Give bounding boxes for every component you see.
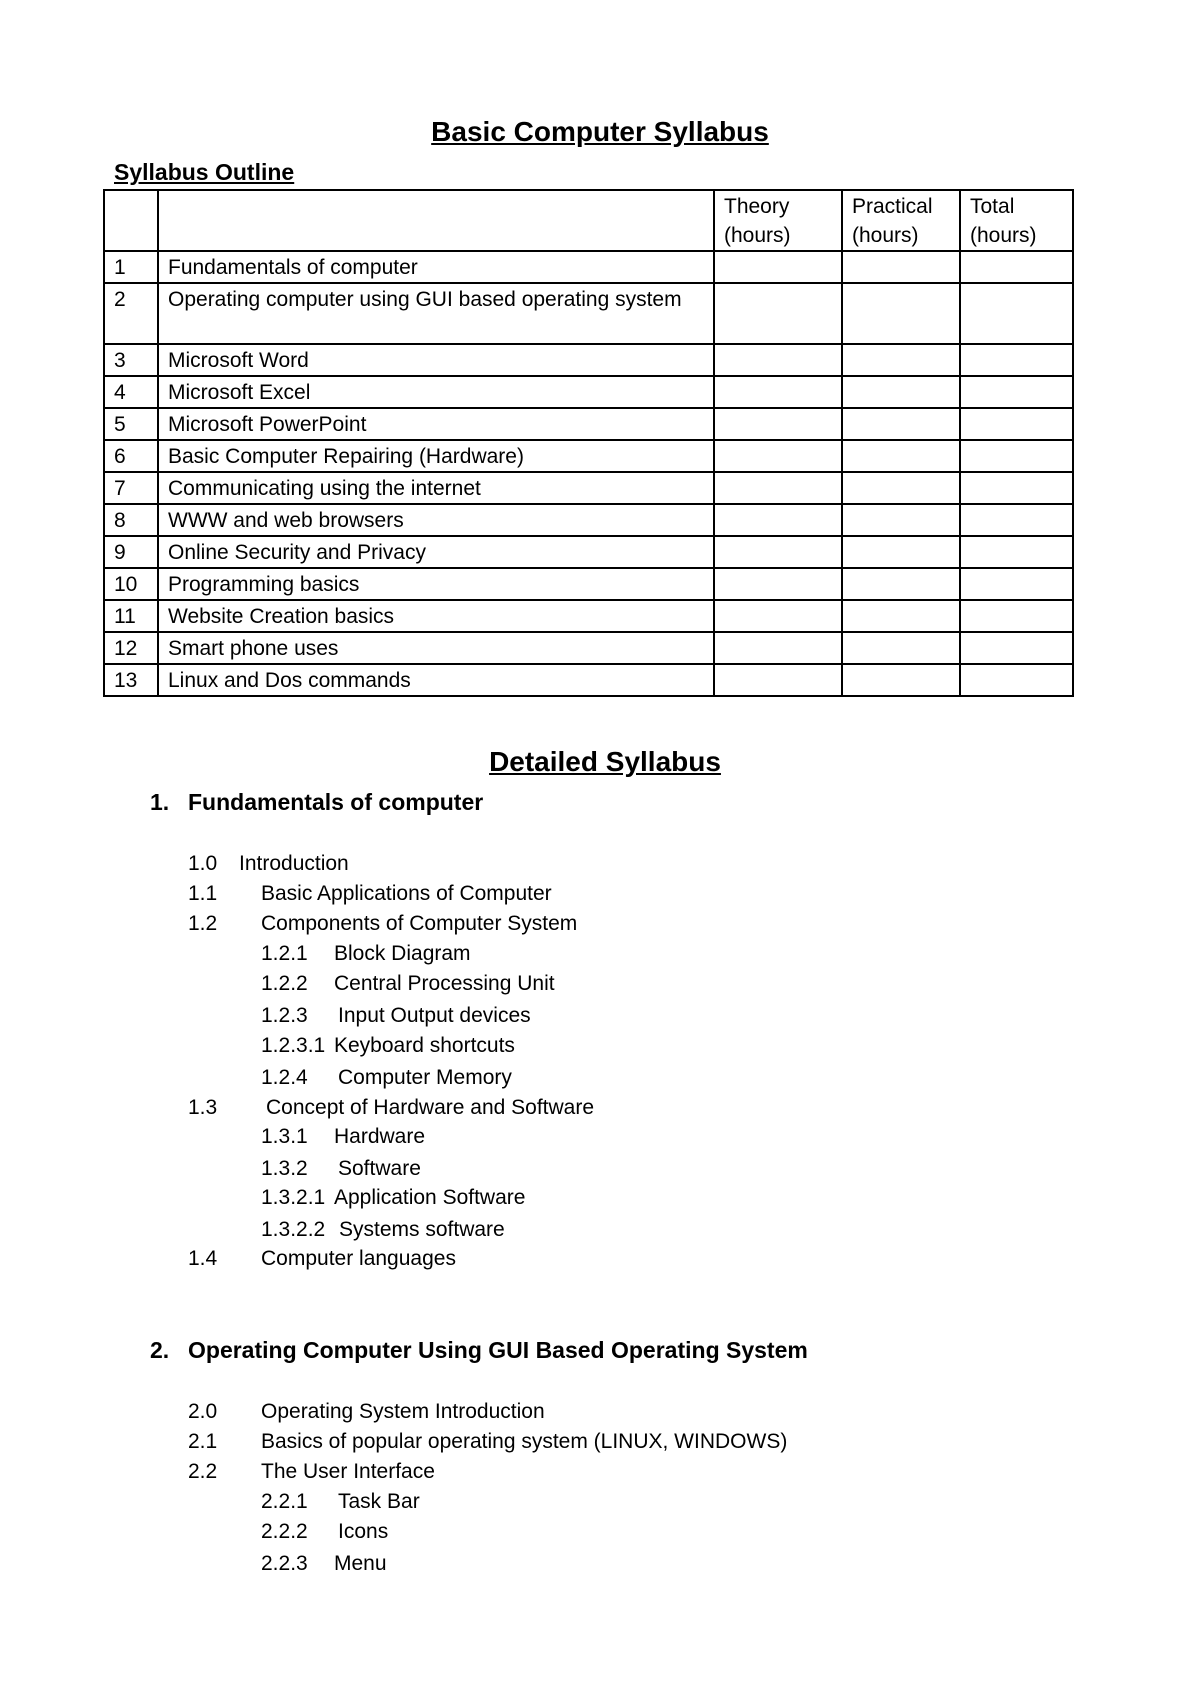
syllabus-outline-table: [103, 189, 1074, 697]
table-row: [104, 408, 1073, 440]
row-theory: [714, 344, 842, 376]
header-cell-number: [104, 190, 158, 251]
row-topic: Online Security and Privacy: [158, 536, 714, 568]
row-practical: [842, 283, 960, 344]
row-total: [960, 376, 1073, 408]
section-heading: [150, 1337, 808, 1364]
section-title: Fundamentals of computer: [188, 789, 484, 815]
row-number: 6: [104, 440, 158, 472]
list-item: 2.2.1 Task Bar: [261, 1490, 420, 1513]
list-item: 1.1 Basic Applications of Computer: [188, 882, 552, 905]
table-row: [104, 283, 1073, 344]
row-number: 12: [104, 632, 158, 664]
row-topic: WWW and web browsers: [158, 504, 714, 536]
table-row: [104, 600, 1073, 632]
row-total: [960, 440, 1073, 472]
list-item: 1.0 Introduction: [188, 852, 349, 875]
row-theory: [714, 504, 842, 536]
row-theory: [714, 536, 842, 568]
row-topic: Linux and Dos commands: [158, 664, 714, 696]
row-practical: [842, 344, 960, 376]
row-practical: [842, 536, 960, 568]
table-row: [104, 504, 1073, 536]
row-practical: [842, 632, 960, 664]
section-title: Operating Computer Using GUI Based Operating System: [188, 1337, 808, 1363]
row-number: 3: [104, 344, 158, 376]
row-theory: [714, 568, 842, 600]
table-row: [104, 344, 1073, 376]
row-practical: [842, 472, 960, 504]
table-row: [104, 376, 1073, 408]
row-number: 1: [104, 251, 158, 283]
row-total: [960, 344, 1073, 376]
row-practical: [842, 504, 960, 536]
row-topic: Microsoft Word: [158, 344, 714, 376]
row-practical: [842, 600, 960, 632]
row-topic: Basic Computer Repairing (Hardware): [158, 440, 714, 472]
syllabus-outline-heading: Syllabus Outline: [114, 159, 295, 185]
list-item: 2.1 Basics of popular operating system (LINUX, WINDOWS): [188, 1430, 788, 1453]
section-number: 2.: [150, 1337, 170, 1363]
row-number: 9: [104, 536, 158, 568]
row-total: [960, 251, 1073, 283]
row-number: 8: [104, 504, 158, 536]
list-item: 1.2.2 Central Processing Unit: [261, 972, 555, 995]
header-cell-total: Total (hours): [960, 190, 1073, 251]
page-title: Basic Computer Syllabus: [431, 116, 769, 147]
list-item: 1.2.4 Computer Memory: [261, 1066, 512, 1089]
row-topic: Programming basics: [158, 568, 714, 600]
row-theory: [714, 408, 842, 440]
row-theory: [714, 440, 842, 472]
list-item: 1.3.2.1 Application Software: [261, 1186, 526, 1209]
row-theory: [714, 251, 842, 283]
row-theory: [714, 600, 842, 632]
row-topic: Microsoft PowerPoint: [158, 408, 714, 440]
row-theory: [714, 283, 842, 344]
row-topic: Microsoft Excel: [158, 376, 714, 408]
row-theory: [714, 664, 842, 696]
row-total: [960, 664, 1073, 696]
list-item: 2.0 Operating System Introduction: [188, 1400, 545, 1423]
row-topic: Smart phone uses: [158, 632, 714, 664]
header-cell-topic: [158, 190, 714, 251]
list-item: 2.2.3 Menu: [261, 1552, 387, 1575]
row-number: 10: [104, 568, 158, 600]
row-number: 4: [104, 376, 158, 408]
row-theory: [714, 472, 842, 504]
row-number: 7: [104, 472, 158, 504]
table-row: [104, 664, 1073, 696]
row-topic: Fundamentals of computer: [158, 251, 714, 283]
row-number: 11: [104, 600, 158, 632]
row-practical: [842, 440, 960, 472]
row-total: [960, 536, 1073, 568]
section-number: 1.: [150, 789, 170, 815]
list-item: 2.2.2 Icons: [261, 1520, 389, 1543]
table-row: [104, 440, 1073, 472]
table-row: [104, 472, 1073, 504]
list-item: 1.2 Components of Computer System: [188, 912, 578, 935]
row-total: [960, 504, 1073, 536]
list-item: 1.4 Computer languages: [188, 1247, 456, 1270]
row-practical: [842, 376, 960, 408]
row-practical: [842, 408, 960, 440]
header-cell-practical: Practical (hours): [842, 190, 960, 251]
list-item: 1.3.1 Hardware: [261, 1125, 426, 1148]
row-practical: [842, 251, 960, 283]
row-practical: [842, 568, 960, 600]
row-total: [960, 472, 1073, 504]
table-header-row: [104, 190, 1073, 251]
table-row: [104, 568, 1073, 600]
row-practical: [842, 664, 960, 696]
table-row: [104, 251, 1073, 283]
row-topic: Operating computer using GUI based operating system: [158, 283, 714, 344]
list-item: 1.2.3.1 Keyboard shortcuts: [261, 1034, 515, 1057]
list-item: 1.2.1 Block Diagram: [261, 942, 471, 965]
row-total: [960, 632, 1073, 664]
row-total: [960, 568, 1073, 600]
row-total: [960, 600, 1073, 632]
list-item: 1.2.3 Input Output devices: [261, 1004, 531, 1027]
list-item: 1.3 Concept of Hardware and Software: [188, 1096, 595, 1119]
row-total: [960, 283, 1073, 344]
header-cell-theory: Theory (hours): [714, 190, 842, 251]
row-number: 2: [104, 283, 158, 344]
table-row: [104, 632, 1073, 664]
row-total: [960, 408, 1073, 440]
row-theory: [714, 632, 842, 664]
detailed-syllabus-title: Detailed Syllabus: [489, 746, 721, 777]
row-theory: [714, 376, 842, 408]
row-topic: Website Creation basics: [158, 600, 714, 632]
section-heading: [150, 789, 483, 816]
table-row: [104, 536, 1073, 568]
list-item: 2.2 The User Interface: [188, 1460, 435, 1483]
row-number: 13: [104, 664, 158, 696]
row-number: 5: [104, 408, 158, 440]
list-item: 1.3.2.2 Systems software: [261, 1218, 505, 1241]
list-item: 1.3.2 Software: [261, 1157, 421, 1180]
row-topic: Communicating using the internet: [158, 472, 714, 504]
